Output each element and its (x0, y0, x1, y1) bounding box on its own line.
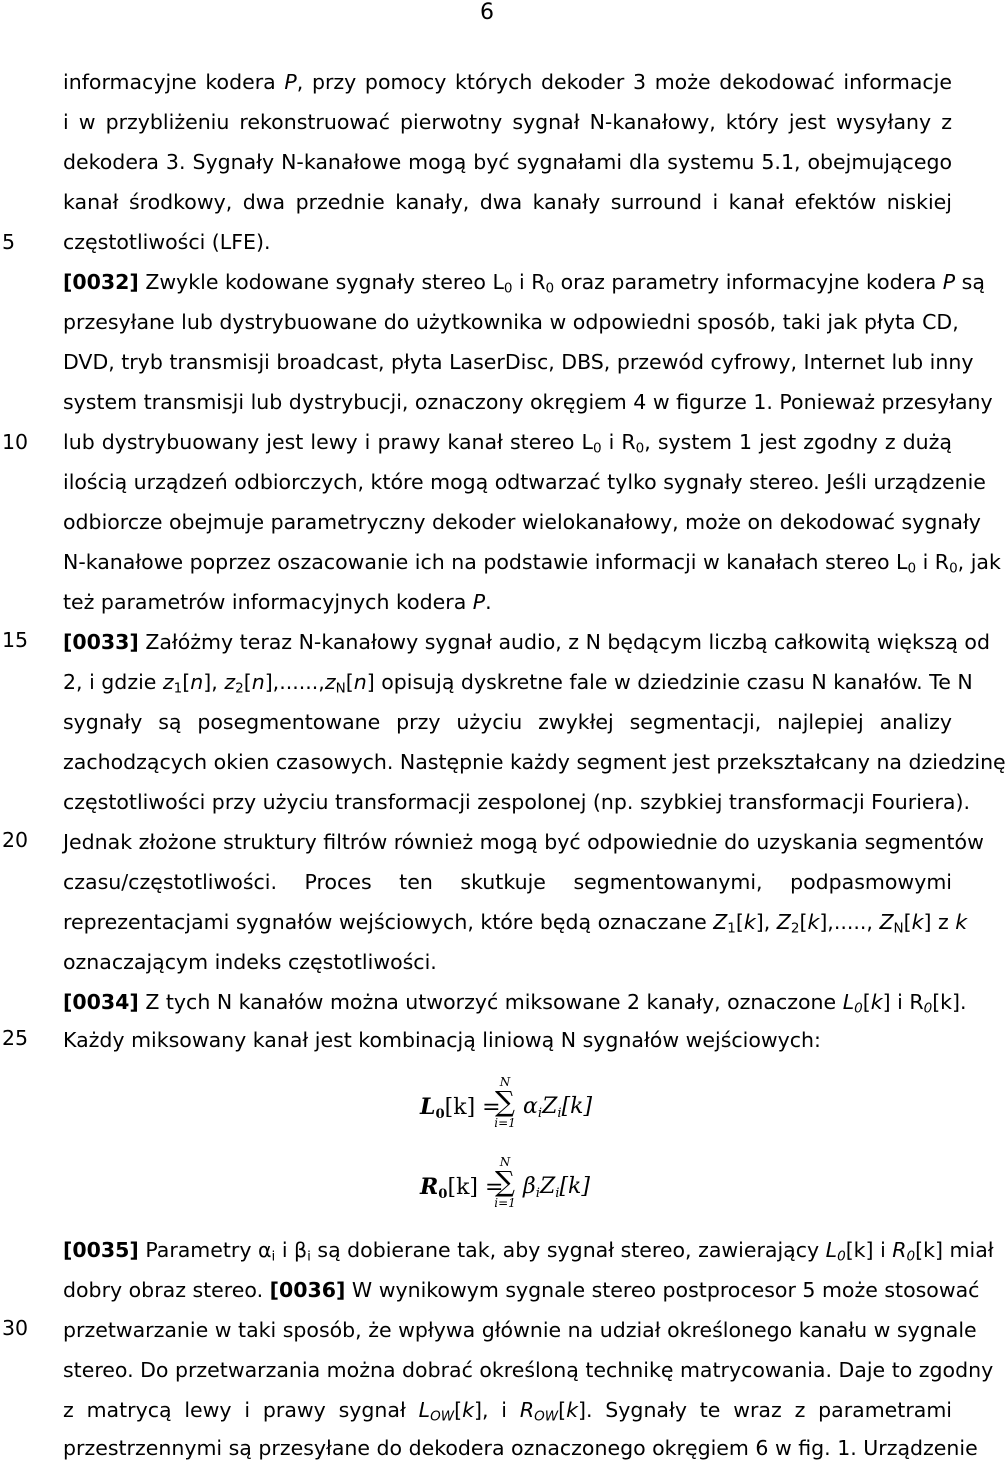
line-number-10: 10 (2, 430, 29, 454)
line-number-25: 25 (2, 1026, 29, 1050)
paragraph-tag: [0036] (269, 1278, 346, 1302)
text-line: DVD, tryb transmisji broadcast, płyta LaserDisc, DBS, przewód cyfrowy, Internet lub inny (63, 350, 974, 374)
text-line: częstotliwości (LFE). (63, 230, 271, 254)
equation-l0: $L_0[k]$ = N ∑ i=1 $\alpha_iZ_i[k]$ (420, 1075, 593, 1130)
paragraph-tag: [0035] (63, 1238, 139, 1262)
line-number-30: 30 (2, 1316, 29, 1340)
text-line: zachodzących okien czasowych. Następnie każdy segment jest przekształcany na dziedzinę (63, 750, 1006, 774)
text-line: z matrycą lewy i prawy sygnał $L_{OW}[k]$, i $R_{OW}[k]$. Sygnały te wraz z parametrami (63, 1398, 952, 1425)
text-line: kanał środkowy, dwa przednie kanały, dwa kanały surround i kanał efektów niskiej (63, 190, 952, 214)
text-line: ilością urządzeń odbiorczych, które mogą odtwarzać tylko sygnały stereo. Jeśli urządzenie (63, 470, 986, 494)
text-line: dekodera 3. Sygnały N-kanałowe mogą być sygnałami dla systemu 5.1, obejmującego (63, 150, 952, 174)
text-line: przestrzennymi są przesyłane do dekodera oznaczonego okręgiem 6 w fig. 1. Urządzenie (63, 1436, 978, 1460)
text-line: Jednak złożone struktury filtrów również mogą być odpowiednie do uzyskania segmentów (63, 830, 984, 854)
text-line: N-kanałowe poprzez oszacowanie ich na podstawie informacji w kanałach stereo $L_0$ i $R_0$, jak (63, 550, 1001, 577)
page-number: 6 (480, 0, 494, 25)
text-line: dobry obraz stereo. [0036] W wynikowym sygnale stereo postprocesor 5 może stosować (63, 1278, 980, 1302)
paragraph-tag: [0033] (63, 630, 139, 654)
text-line: częstotliwości przy użyciu transformacji zespolonej (np. szybkiej transformacji Fouriera). (63, 790, 971, 814)
text-line: i w przybliżeniu rekonstruować pierwotny sygnał N-kanałowy, który jest wysyłany z (63, 110, 952, 134)
paragraph-0035-start: [0035] Parametry $\alpha_i$ i $\beta_i$ są dobierane tak, aby sygnał stereo, zawierający $L_0[k]$ i $R_0[k]$ miał (63, 1238, 994, 1265)
paragraph-tag: [0032] (63, 270, 139, 294)
text-line: sygnały są posegmentowane przy użyciu zwykłej segmentacji, najlepiej analizy (63, 710, 952, 734)
text-line: przesyłane lub dystrybuowane do użytkownika w odpowiedni sposób, taki jak płyta CD, (63, 310, 959, 334)
equation-r0: $R_0[k]$ = N ∑ i=1 $\beta_iZ_i[k]$ (420, 1155, 590, 1210)
summation-symbol: N ∑ i=1 (494, 1155, 516, 1210)
text-line: odbiorcze obejmuje parametryczny dekoder wielokanałowy, może on dekodować sygnały (63, 510, 981, 534)
paragraph-0034-start: [0034] Z tych N kanałów można utworzyć miksowane 2 kanały, oznaczone $L_0[k]$ i $R_0[k]$. (63, 990, 967, 1017)
paragraph-tag: [0034] (63, 990, 139, 1014)
text-line: przetwarzanie w taki sposób, że wpływa głównie na udział określonego kanału w sygnale (63, 1318, 977, 1342)
text-line: Każdy miksowany kanał jest kombinacją liniową N sygnałów wejściowych: (63, 1028, 821, 1052)
text-line: stereo. Do przetwarzania można dobrać określoną technikę matrycowania. Daje to zgodny (63, 1358, 994, 1382)
text-line: oznaczającym indeks częstotliwości. (63, 950, 437, 974)
text-line: informacyjne kodera P, przy pomocy których dekoder 3 może dekodować informacje (63, 70, 952, 94)
line-number-20: 20 (2, 828, 29, 852)
line-number-5: 5 (2, 230, 16, 254)
text-line: system transmisji lub dystrybucji, oznaczony okręgiem 4 w figurze 1. Ponieważ przesyłany (63, 390, 993, 414)
text-line: lub dystrybuowany jest lewy i prawy kanał stereo $L_0$ i $R_0$, system 1 jest zgodny z dużą (63, 430, 952, 457)
line-number-15: 15 (2, 628, 29, 652)
summation-symbol: N ∑ i=1 (494, 1075, 516, 1130)
paragraph-0033-start: [0033] Załóżmy teraz N-kanałowy sygnał audio, z N będącym liczbą całkowitą większą od (63, 630, 990, 654)
paragraph-0032-start: [0032] Zwykle kodowane sygnały stereo $L_0$ i $R_0$ oraz parametry informacyjne kodera P są (63, 270, 985, 297)
text-line: reprezentacjami sygnałów wejściowych, które będą oznaczane $Z_1[k]$, $Z_2[k]$,....., $Z_N[k]$ z k (63, 910, 968, 937)
text-line: czasu/częstotliwości. Proces ten skutkuje segmentowanymi, podpasmowymi (63, 870, 952, 894)
text-line: 2, i gdzie $z_1[n]$, $z_2[n],......,z_N[n]$ opisują dyskretne fale w dziedzinie czasu N kanałów. Te N (63, 670, 973, 697)
text-line: też parametrów informacyjnych kodera P. (63, 590, 492, 614)
